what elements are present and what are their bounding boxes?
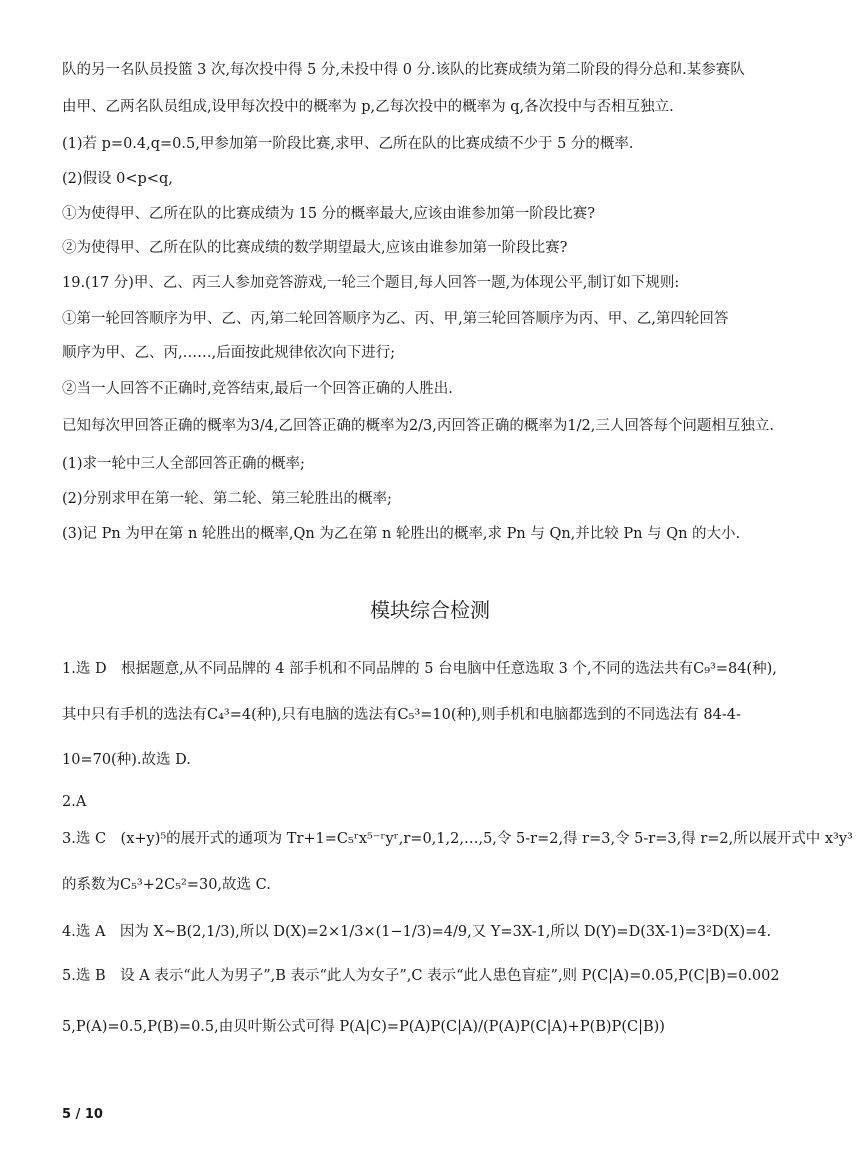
text-line: 1.选 D 根据题意,从不同品牌的 4 部手机和不同品牌的 5 台电脑中任意选取 3 个,不同的选法共有C₉³=84(种), bbox=[62, 661, 777, 677]
text-line: (1)若 p=0.4,q=0.5,甲参加第一阶段比赛,求甲、乙所在队的比赛成绩不少于 5 分的概率. bbox=[62, 136, 634, 152]
text-line: 由甲、乙两名队员组成,设甲每次投中的概率为 p,乙每次投中的概率为 q,各次投中与否相互独立. bbox=[62, 99, 674, 115]
text-line: 4.选 A 因为 X~B(2,1/3),所以 D(X)=2×1/3×(1−1/3)=4/9,又 Y=3X-1,所以 D(Y)=D(3X-1)=3²D(X)=4. bbox=[62, 924, 772, 940]
text-line: 其中只有手机的选法有C₄³=4(种),只有电脑的选法有C₅³=10(种),则手机和电脑都选到的不同选法有 84-4- bbox=[62, 707, 741, 723]
text-line: 10=70(种).故选 D. bbox=[62, 752, 191, 768]
text-line: (2)假设 0<p<q, bbox=[62, 171, 173, 187]
text-line: (3)记 Pn 为甲在第 n 轮胜出的概率,Qn 为乙在第 n 轮胜出的概率,求 Pn 与 Qn,并比较 Pn 与 Qn 的大小. bbox=[62, 526, 741, 542]
text-line: (1)求一轮中三人全部回答正确的概率; bbox=[62, 456, 305, 472]
text-line: 5,P(A)=0.5,P(B)=0.5,由贝叶斯公式可得 P(A|C)=P(A)P(C|A)/(P(A)P(C|A)+P(B)P(C|B)) bbox=[62, 1019, 665, 1035]
section-heading: 模块综合检测 bbox=[370, 598, 490, 622]
text-line: 已知每次甲回答正确的概率为3/4,乙回答正确的概率为2/3,丙回答正确的概率为1/2,三人回答每个问题相互独立. bbox=[62, 418, 774, 434]
text-line: 顺序为甲、乙、丙,……,后面按此规律依次向下进行; bbox=[62, 345, 396, 361]
text-line: 19.(17 分)甲、乙、丙三人参加竞答游戏,一轮三个题目,每人回答一题,为体现公平,制订如下规则: bbox=[62, 275, 680, 291]
text-line: (2)分别求甲在第一轮、第二轮、第三轮胜出的概率; bbox=[62, 491, 392, 507]
text-line: 3.选 C (x+y)⁵的展开式的通项为 Tr+1=C₅ʳx⁵⁻ʳyʳ,r=0,1,2,…,5,令 5-r=2,得 r=3,令 5-r=3,得 r=2,所以展开式中 x³y³ bbox=[62, 831, 853, 847]
text-line: ①第一轮回答顺序为甲、乙、丙,第二轮回答顺序为乙、丙、甲,第三轮回答顺序为丙、甲、乙,第四轮回答 bbox=[62, 311, 729, 327]
text-line: 2.A bbox=[62, 794, 87, 810]
page-number: 5 / 10 bbox=[62, 1107, 103, 1122]
text-line: ②当一人回答不正确时,竞答结束,最后一个回答正确的人胜出. bbox=[62, 381, 453, 397]
text-line: ①为使得甲、乙所在队的比赛成绩为 15 分的概率最大,应该由谁参加第一阶段比赛? bbox=[62, 206, 596, 222]
text-line: 队的另一名队员投篮 3 次,每次投中得 5 分,未投中得 0 分.该队的比赛成绩为第二阶段的得分总和.某参赛队 bbox=[62, 62, 745, 78]
text-line: 5.选 B 设 A 表示“此人为男子”,B 表示“此人为女子”,C 表示“此人患色盲症”,则 P(C|A)=0.05,P(C|B)=0.002 bbox=[62, 968, 780, 984]
text-line: 的系数为C₅³+2C₅²=30,故选 C. bbox=[62, 877, 271, 893]
text-line: ②为使得甲、乙所在队的比赛成绩的数学期望最大,应该由谁参加第一阶段比赛? bbox=[62, 240, 568, 256]
